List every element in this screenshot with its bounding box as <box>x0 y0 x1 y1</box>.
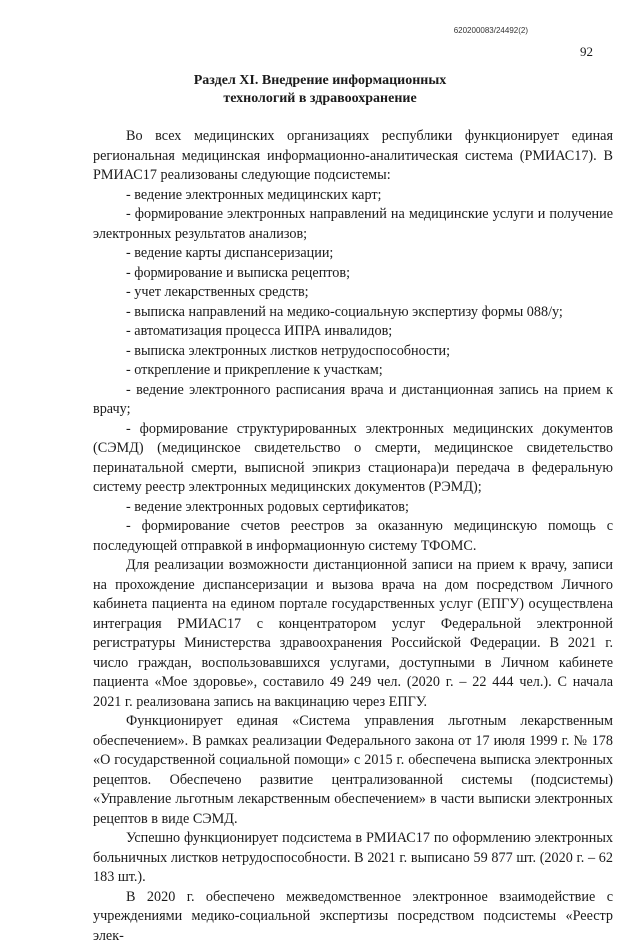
list-item: - формирование структурированных электронных медицинских документов (СЭМД) (медицинское свидетельство о смерти, медицинское свидетельство перинатальной смерти, выписной эпикриз стационара)и передача в федеральную систему реестр электронных медицинских документов (РЭМД); <box>93 420 613 498</box>
section-title-line-1: Раздел XI. Внедрение информационных <box>0 72 640 90</box>
list-item: - формирование счетов реестров за оказанную медицинскую помощь с последующей отправкой в информационную систему ТФОМС. <box>93 517 613 556</box>
body-paragraph: Функционирует единая «Система управления льготным лекарственным обеспечением». В рамках реализации Федерального закона от 17 июля 1999 г. № 178 «О государственной социальной помощи» с 2015 г. обеспечена выписка электронных рецептов. Обеспечено развитие централизованной системы (подсистемы) «Управление льготным лекарственным обеспечением» в части выписки электронных рецептов в виде СЭМД. <box>93 712 613 829</box>
list-item: - ведение электронного расписания врача и дистанционная запись на прием к врачу; <box>93 381 613 420</box>
body-paragraph: В 2020 г. обеспечено межведомственное электронное взаимодействие с учреждениями медико-социальной экспертизы посредством подсистемы «Реестр элек- <box>93 888 613 946</box>
body-paragraph: Для реализации возможности дистанционной записи на прием к врачу, записи на прохождение диспансеризации и вызова врача на дом посредством Личного кабинета пациента на едином портале государственных услуг (ЕПГУ) осуществлена интеграция РМИАС17 с концентратором услуг Федеральной электронной регистратуры Министерства здравоохранения Российской Федерации. В 2021 г. число граждан, воспользовавшихся услугами, доступными в Личном кабинете пациента «Мое здоровье», составило 49 249 чел. (2020 г. – 22 444 чел.). С начала 2021 г. реализована запись на вакцинацию через ЕПГУ. <box>93 556 613 712</box>
list-item: - автоматизация процесса ИПРА инвалидов; <box>93 322 613 342</box>
list-item: - ведение карты диспансеризации; <box>93 244 613 264</box>
document-body <box>93 127 613 946</box>
list-item: - учет лекарственных средств; <box>93 283 613 303</box>
intro-paragraph: Во всех медицинских организациях республики функционирует единая региональная медицинская информационно-аналитическая система (РМИАС17). В РМИАС17 реализованы следующие подсистемы: <box>93 127 613 186</box>
list-item: - выписка направлений на медико-социальную экспертизу формы 088/у; <box>93 303 613 323</box>
list-item: - открепление и прикрепление к участкам; <box>93 361 613 381</box>
section-title <box>0 72 640 108</box>
section-title-line-2: технологий в здравоохранение <box>0 90 640 108</box>
list-item: - формирование электронных направлений на медицинские услуги и получение электронных результатов анализов; <box>93 205 613 244</box>
list-item: - формирование и выписка рецептов; <box>93 264 613 284</box>
body-paragraph: Успешно функционирует подсистема в РМИАС17 по оформлению электронных больничных листков нетрудоспособности. В 2021 г. выписано 59 877 шт. (2020 г. – 62 183 шт.). <box>93 829 613 888</box>
page-number: 92 <box>580 44 593 60</box>
list-item: - выписка электронных листков нетрудоспособности; <box>93 342 613 362</box>
list-item: - ведение электронных родовых сертификатов; <box>93 498 613 518</box>
list-item: - ведение электронных медицинских карт; <box>93 186 613 206</box>
document-id: 620200083/24492(2) <box>454 26 528 35</box>
